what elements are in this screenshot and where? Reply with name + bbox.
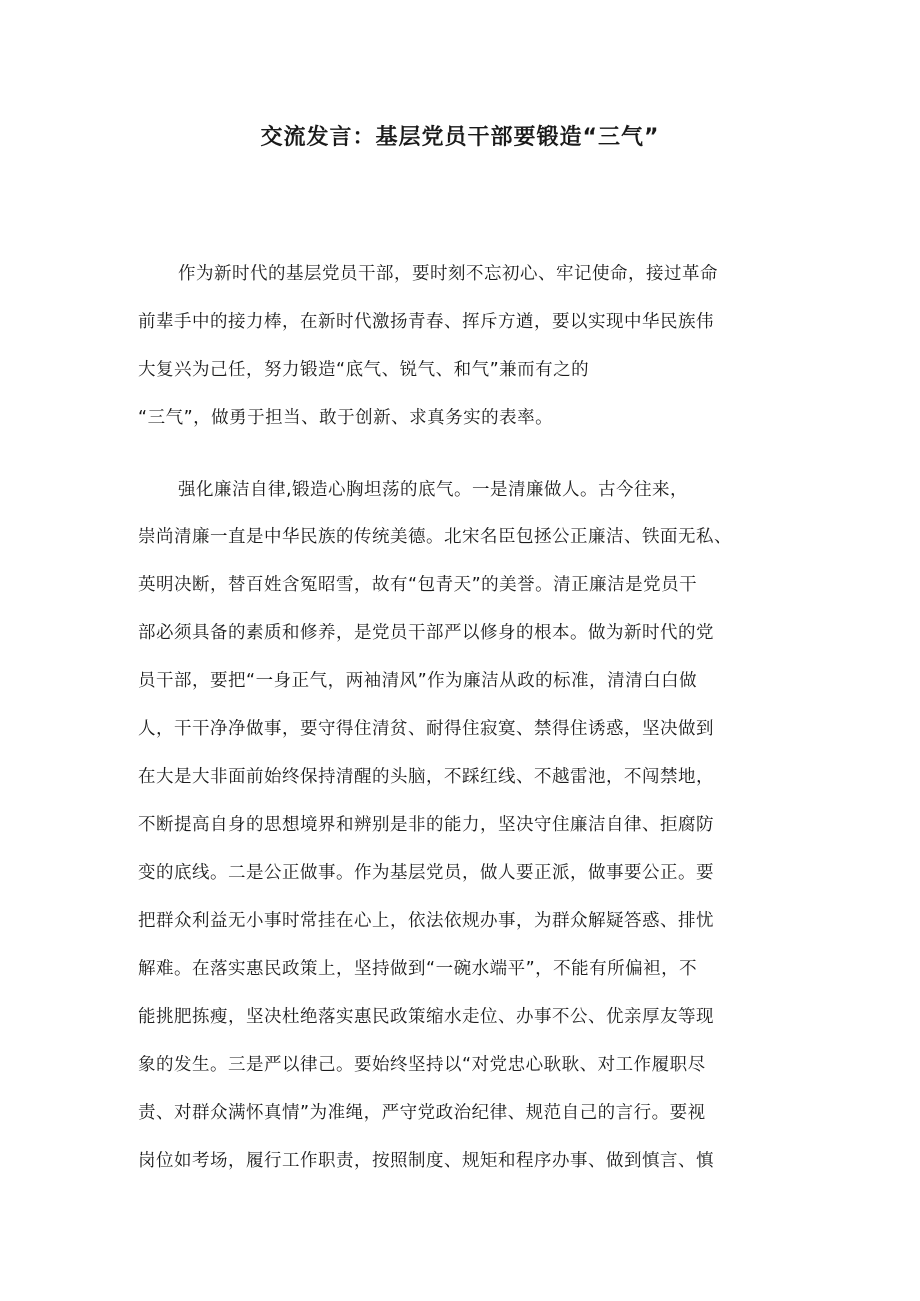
paragraph-2-line-2: 崇尚清廉一直是中华民族的传统美德。北宋名臣包拯公正廉洁、铁面无私、 xyxy=(138,527,732,547)
paragraph-2-line-10: 把群众利益无小事时常挂在心上，依法依规办事，为群众解疑答惑、排忧 xyxy=(138,911,714,931)
paragraph-2-line-9: 变的底线。二是公正做事。作为基层党员，做人要正派，做事要公正。要 xyxy=(138,863,714,883)
paragraph-2-line-8: 不断提高自身的思想境界和辨别是非的能力，坚决守住廉洁自律、拒腐防 xyxy=(138,815,714,835)
paragraph-2-line-6: 人，干干净净做事，要守得住清贫、耐得住寂寞、禁得住诱惑，坚决做到 xyxy=(138,719,714,739)
paragraph-2-line-5: 员干部，要把“一身正气，两袖清风”作为廉洁从政的标准，清清白白做 xyxy=(138,671,698,691)
paragraph-2-line-15: 岗位如考场，履行工作职责，按照制度、规矩和程序办事、做到慎言、慎 xyxy=(138,1151,714,1171)
paragraph-1-line-3: 大复兴为己任，努力锻造“底气、锐气、和气”兼而有之的 xyxy=(138,360,590,380)
paragraph-2-line-4: 部必须具备的素质和修养，是党员干部严以修身的根本。做为新时代的党 xyxy=(138,623,714,643)
paragraph-2-line-11: 解难。在落实惠民政策上，坚持做到“一碗水端平”，不能有所偏袒，不 xyxy=(138,959,698,979)
paragraph-2-line-14: 责、对群众满怀真情”为准绳，严守党政治纪律、规范自己的言行。要视 xyxy=(138,1103,706,1123)
paragraph-2-line-13: 象的发生。三是严以律己。要始终坚持以“对党忠心耿耿、对工作履职尽 xyxy=(138,1055,706,1075)
paragraph-2-line-3: 英明决断，替百姓含冤昭雪，故有“包青天”的美誉。清正廉洁是党员干 xyxy=(138,575,698,595)
paragraph-1-line-1: 作为新时代的基层党员干部，要时刻不忘初心、牢记使命，接过革命 xyxy=(178,264,718,284)
paragraph-1-line-2: 前辈手中的接力棒，在新时代激扬青春、挥斥方遒，要以实现中华民族伟 xyxy=(138,312,714,332)
paragraph-1-line-4: “三气”，做勇于担当、敢于创新、求真务实的表率。 xyxy=(138,408,554,428)
paragraph-2-line-7: 在大是大非面前始终保持清醒的头脑，不踩红线、不越雷池，不闯禁地， xyxy=(138,767,714,787)
paragraph-2-line-1: 强化廉洁自律,锻造心胸坦荡的底气。一是清廉做人。古今往来， xyxy=(178,480,689,500)
document-title: 交流发言：基层党员干部要锻造“三气” xyxy=(260,125,660,150)
paragraph-2-line-12: 能挑肥拣瘦，坚决杜绝落实惠民政策缩水走位、办事不公、优亲厚友等现 xyxy=(138,1007,714,1027)
